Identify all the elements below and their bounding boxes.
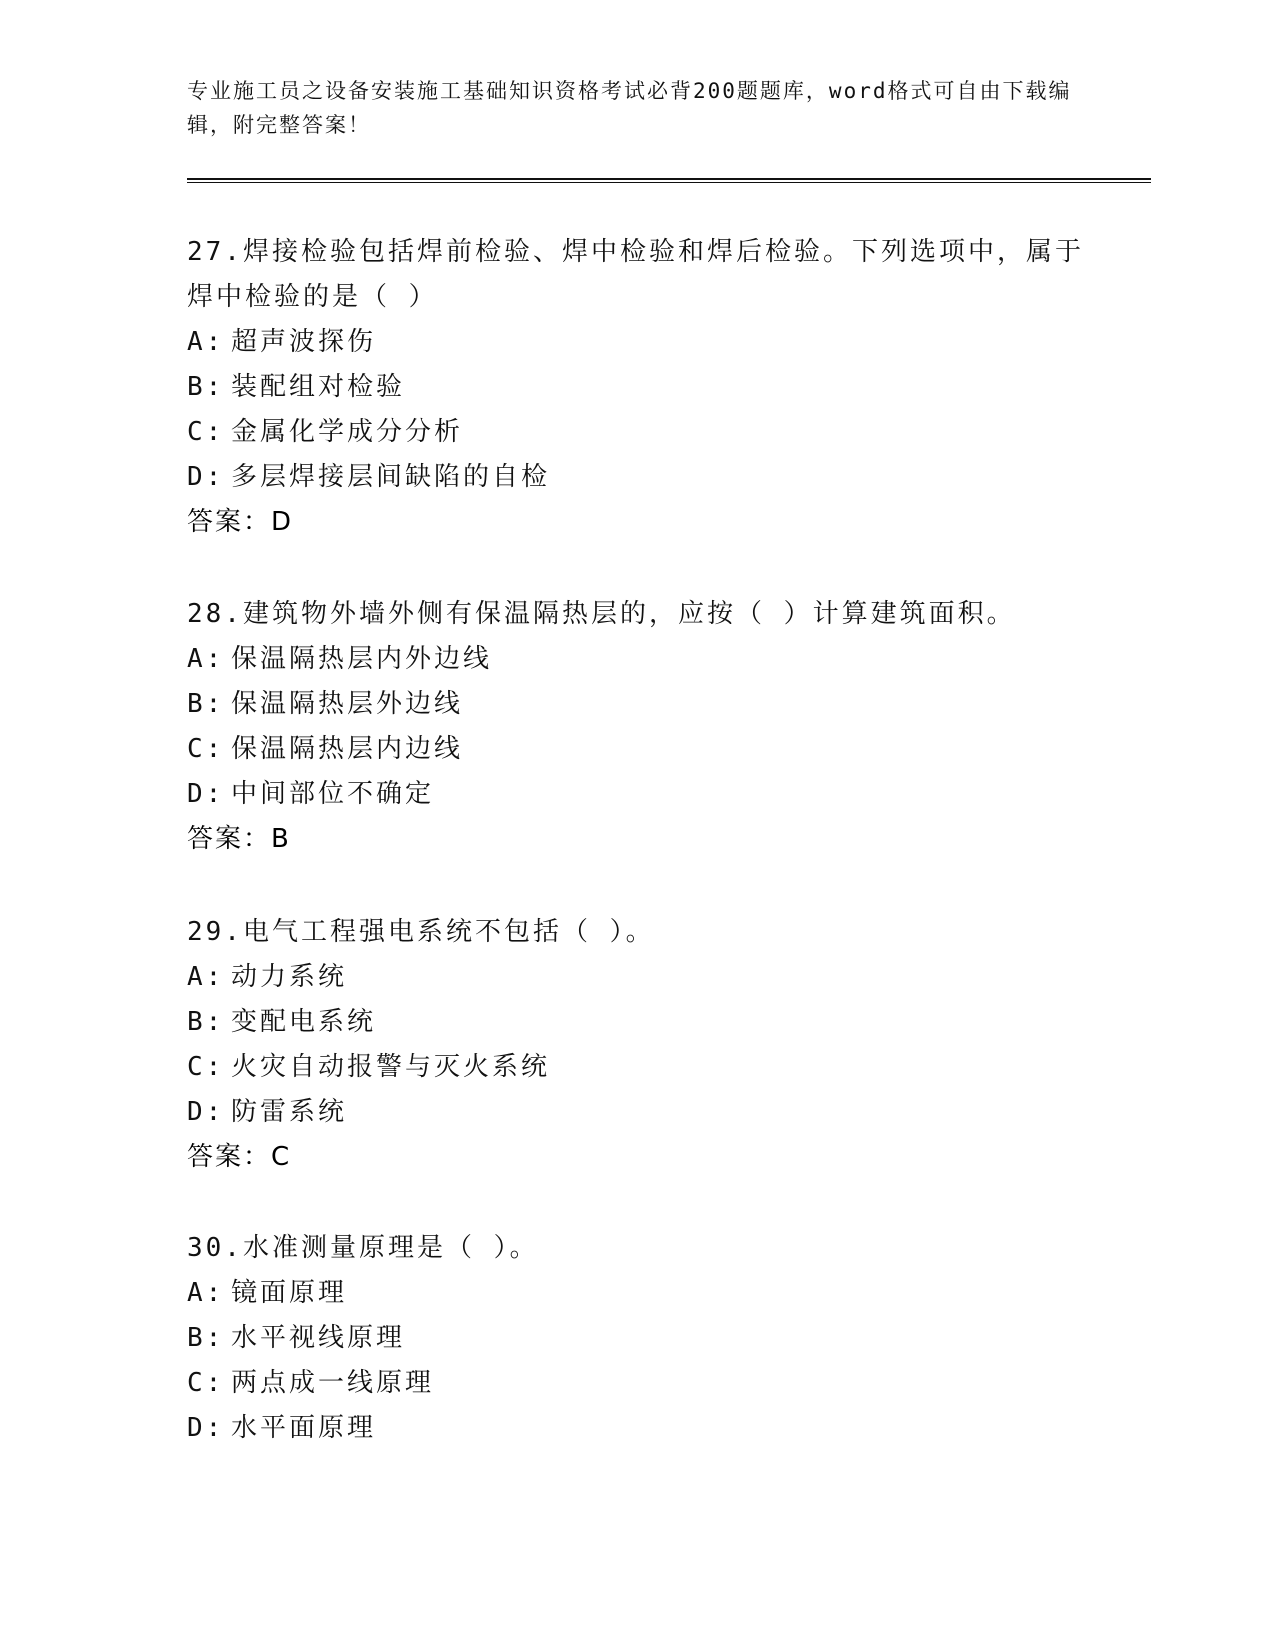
- option-text: 保温隔热层内边线: [231, 734, 464, 764]
- option-a: [187, 637, 1087, 682]
- option-key: A:: [187, 1278, 225, 1308]
- answer-line: 答案：B: [187, 824, 291, 854]
- option-key: D:: [187, 1097, 225, 1127]
- question-stem: 29.电气工程强电系统不包括（ ）。: [187, 917, 655, 947]
- option-text: 防雷系统: [231, 1097, 348, 1127]
- question-stem: 27.焊接检验包括焊前检验、焊中检验和焊后检验。下列选项中，属于焊中检验的是（ ）: [187, 237, 1084, 312]
- option-text: 水平视线原理: [231, 1323, 406, 1353]
- option-b: [187, 1316, 1087, 1361]
- option-text: 中间部位不确定: [231, 779, 435, 809]
- option-c: [187, 410, 1087, 455]
- option-key: C:: [187, 1052, 225, 1082]
- option-text: 镜面原理: [231, 1278, 348, 1308]
- option-key: B:: [187, 372, 225, 402]
- option-key: C:: [187, 734, 225, 764]
- option-key: A:: [187, 962, 225, 992]
- option-text: 装配组对检验: [231, 372, 406, 402]
- option-key: D:: [187, 1413, 225, 1443]
- answer-line: 答案：C: [187, 1142, 292, 1172]
- question-stem: 30.水准测量原理是（ ）。: [187, 1233, 539, 1263]
- option-key: D:: [187, 462, 225, 492]
- option-b: [187, 682, 1087, 727]
- question-30: [187, 1226, 1087, 1451]
- option-text: 动力系统: [231, 962, 348, 992]
- option-d: [187, 772, 1087, 817]
- option-key: A:: [187, 644, 225, 674]
- option-text: 超声波探伤: [231, 327, 377, 357]
- option-a: [187, 320, 1087, 365]
- option-key: C:: [187, 417, 225, 447]
- option-key: C:: [187, 1368, 225, 1398]
- option-c: [187, 727, 1087, 772]
- option-key: A:: [187, 327, 225, 357]
- option-b: [187, 365, 1087, 410]
- answer-line: 答案：D: [187, 507, 294, 537]
- option-d: [187, 1406, 1087, 1451]
- question-28: [187, 592, 1087, 862]
- option-key: B:: [187, 1007, 225, 1037]
- option-text: 火灾自动报警与灭火系统: [231, 1052, 551, 1082]
- option-key: B:: [187, 1323, 225, 1353]
- option-text: 保温隔热层内外边线: [231, 644, 493, 674]
- question-27: [187, 230, 1087, 545]
- option-key: B:: [187, 689, 225, 719]
- option-a: [187, 1271, 1087, 1316]
- question-stem: 28.建筑物外墙外侧有保温隔热层的，应按（ ）计算建筑面积。: [187, 599, 1016, 629]
- header-divider: [187, 178, 1151, 183]
- option-text: 两点成一线原理: [231, 1368, 435, 1398]
- option-c: [187, 1361, 1087, 1406]
- question-29: [187, 910, 1087, 1180]
- option-key: D:: [187, 779, 225, 809]
- option-text: 变配电系统: [231, 1007, 377, 1037]
- option-text: 保温隔热层外边线: [231, 689, 464, 719]
- option-b: [187, 1000, 1087, 1045]
- option-text: 金属化学成分分析: [231, 417, 464, 447]
- option-d: [187, 455, 1087, 500]
- option-c: [187, 1045, 1087, 1090]
- document-header: 专业施工员之设备安装施工基础知识资格考试必背200题题库，word格式可自由下载编辑，附完整答案！: [187, 79, 1072, 137]
- option-a: [187, 955, 1087, 1000]
- option-text: 多层焊接层间缺陷的自检: [231, 462, 551, 492]
- option-d: [187, 1090, 1087, 1135]
- option-text: 水平面原理: [231, 1413, 377, 1443]
